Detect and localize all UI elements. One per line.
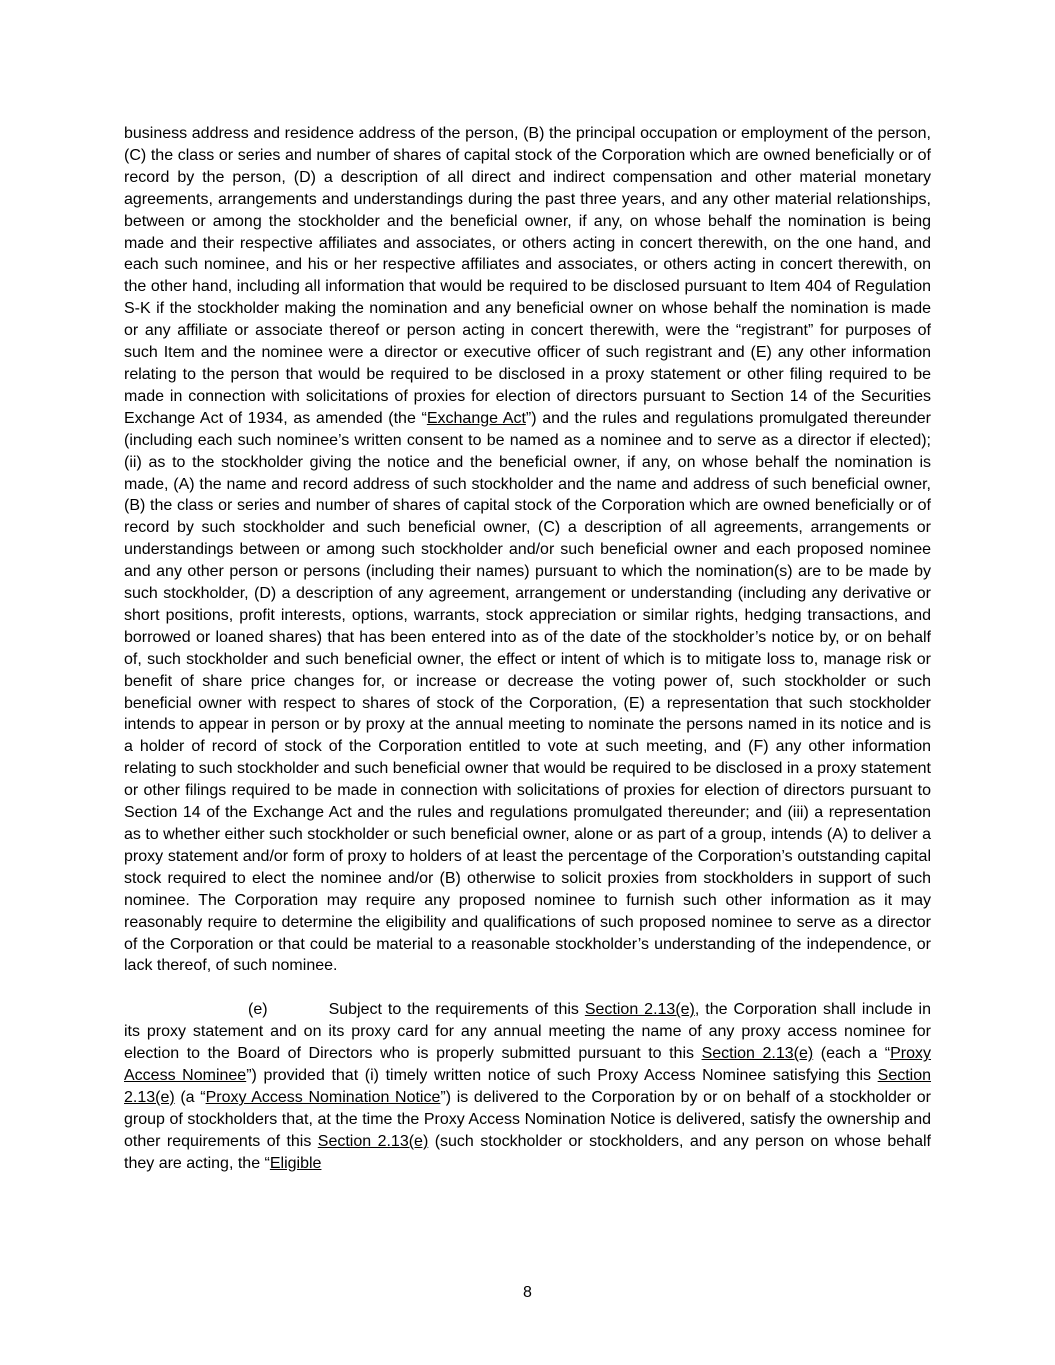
defined-term-exchange-act: Exchange Act [426,409,526,427]
paragraph-section-e [124,999,931,1174]
page-number: 8 [523,1284,532,1301]
paragraph-text: (each a “ [813,1045,891,1063]
paragraph-text: (such stockholder or stockholders, and any person on whose behalf they are acting, the “ [124,1132,931,1172]
paragraph-spacer [124,977,931,999]
paragraph-text: Subject to the requirements of this [328,1001,585,1019]
defined-term-proxy-access-nomination-notice: Proxy Access Nomination Notice [205,1088,441,1106]
section-reference: Section 2.13(e) [317,1132,429,1150]
paragraph-text: ”) and the rules and regulations promulgated thereunder (including each such nominee’s written consent to be named as a nominee and to serve as a director if elected); (ii) as to the stockholder giving the notice and the beneficial owner, if any, on whose behalf the nomination is made, (A) the name and record address of such stockholder and the name and address of such beneficial owner, (B) the class or series and number of shares of capital stock of the Corporation which are owned beneficially or of record by such stockholder and such beneficial owner, (C) a description of all agreements, arrangements or understandings between or among such stockholder and/or such beneficial owner and each proposed nominee and any other person or persons (including their names) pursuant to which the nomination(s) are to be made by such stockholder, (D) a description of any agreement, arrangement or understanding (including any derivative or short positions, profit interests, options, warrants, stock appreciation or similar rights, hedging transactions, and borrowed or loaned shares) that has been entered into as of the date of the stockholder’s notice by, or on behalf of, such stockholder and such beneficial owner, the effect or intent of which is to mitigate loss to, manage risk or benefit of share price changes for, or increase or decrease the voting power of, such stockholder or such beneficial owner with respect to shares of stock of the Corporation, (E) a representation that such stockholder intends to appear in person or by proxy at the annual meeting to nominate the persons named in its notice and is a holder of record of stock of the Corporation entitled to vote at such meeting, and (F) any other information relating to such stockholder and such beneficial owner that would be required to be disclosed in a proxy statement or other filings required to be made in connection with solicitations of proxies for election of directors pursuant to Section 14 of the Exchange Act and the rules and regulations promulgated thereunder; and (iii) a representation as to whether either such stockholder or such beneficial owner, alone or as part of a group, intends (A) to deliver a proxy statement and/or form of proxy to holders of at least the percentage of the Corporation’s outstanding capital stock required to elect the nominee and/or (B) otherwise to solicit proxies from stockholders in support of such nominee. The Corporation may require any proposed nominee to furnish such other information as it may reasonably require to determine the eligibility and qualifications of such proposed nominee to serve as a director of the Corporation or that could be material to a reasonable stockholder’s understanding of the independence, or lack thereof, of such nominee. [124,409,932,975]
defined-term-proxy-access-nominee: Proxy Access Nominee [124,1045,932,1085]
paragraph-text: ”) is delivered to the Corporation by or on behalf of a stockholder or group of stockholders that, at the time the Proxy Access Nomination Notice is delivered, satisfy the ownership and other requirements of this [124,1088,931,1150]
paragraph-text: (a “ [174,1088,206,1106]
section-label: (e) [248,1001,268,1019]
section-reference: Section 2.13(e) [124,1067,932,1106]
paragraph-text: ”) provided that (i) timely written notice of such Proxy Access Nominee satisfying this [246,1067,878,1085]
paragraph-d-continuation [124,123,931,977]
document-page [124,123,931,1175]
paragraph-text: , the Corporation shall include in its proxy statement and on its proxy card for any annual meeting the name of any proxy access nominee for election to the Board of Directors who is properly submitted pursuant to this [124,1001,931,1063]
section-reference: Section 2.13(e) [701,1045,814,1063]
paragraph-text: business address and residence address of the person, (B) the principal occupation or employment of the person, (C) the class or series and number of shares of capital stock of the Corporation which are owned beneficially or of record by the person, (D) a description of all direct and indirect compensation and other material monetary agreements, arrangements and understandings during the past three years, and any other material relationships, between or among the stockholder and the beneficial owner, if any, on whose behalf the nomination is being made and their respective affiliates and associates, or others acting in concert therewith, on the one hand, and each such nominee, and his or her respective affiliates and associates, or others acting in concert therewith, on the other hand, including all information that would be required to be disclosed pursuant to Item 404 of Regulation S-K if the stockholder making the nomination and any beneficial owner on whose behalf the nomination is made or any affiliate or associate thereof or person acting in concert therewith, were the “registrant” for purposes of such Item and the nominee were a director or executive officer of such registrant and (E) any other information relating to the person that would be required to be disclosed in a proxy statement or other filing required to be made in connection with solicitations of proxies for election of directors pursuant to Section 14 of the Securities Exchange Act of 1934, as amended (the “ [124,125,931,427]
section-reference: Section 2.13(e) [584,1001,695,1019]
defined-term-eligible: Eligible [269,1154,322,1172]
